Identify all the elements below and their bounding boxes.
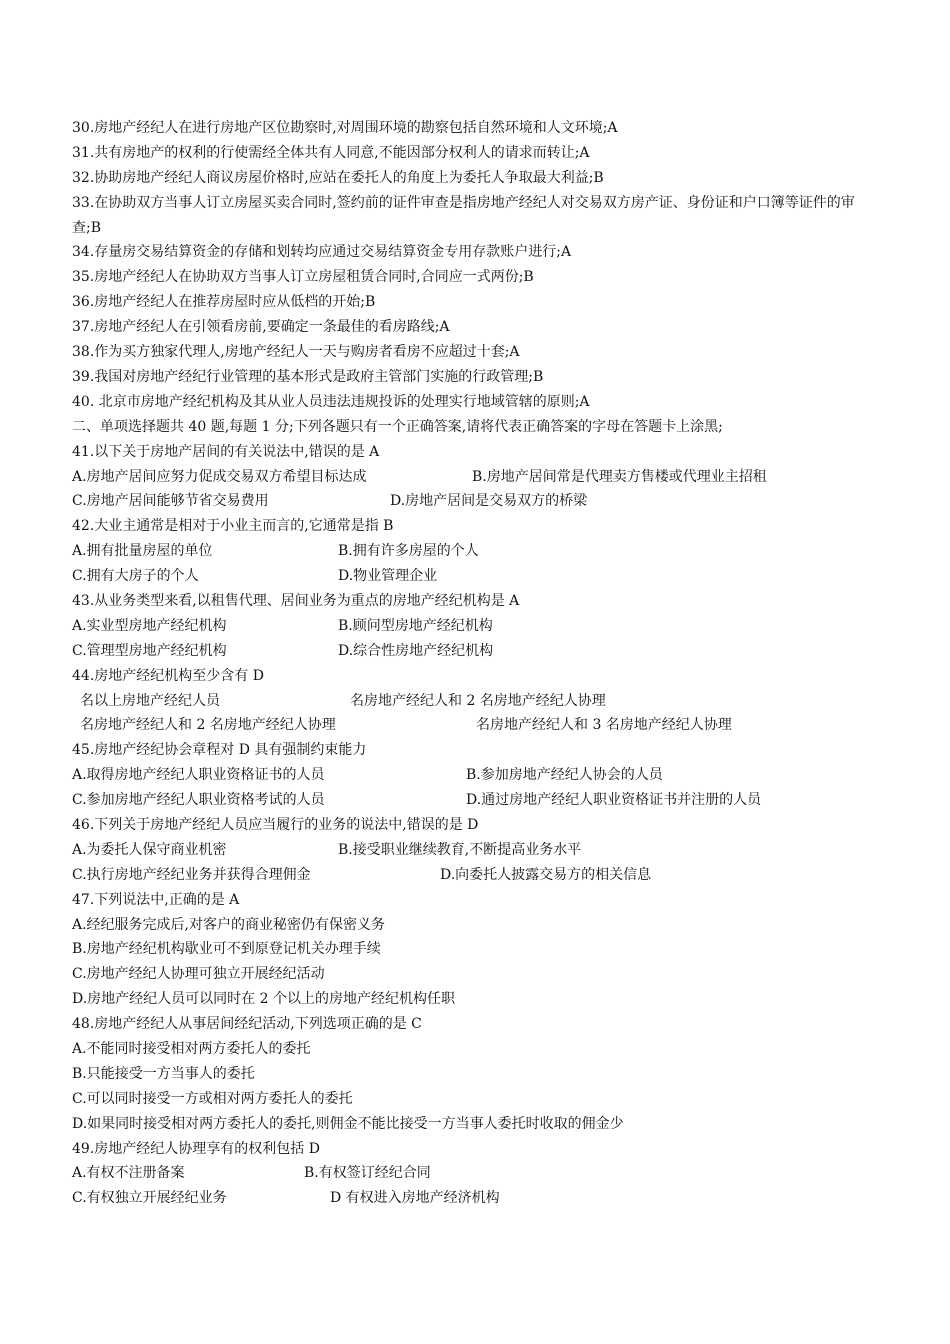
question-stem: 41.以下关于房地产居间的有关说法中,错误的是 A bbox=[72, 443, 380, 460]
option-b: B.只能接受一方当事人的委托 bbox=[72, 1065, 255, 1082]
question-42 bbox=[72, 514, 882, 589]
question-43 bbox=[72, 589, 882, 664]
question-stem: 47.下列说法中,正确的是 A bbox=[72, 891, 240, 908]
option-row bbox=[72, 763, 882, 788]
judgement-section bbox=[72, 116, 882, 415]
option-a: A.为委托人保守商业机密 bbox=[72, 841, 227, 858]
option-d: D.综合性房地产经纪机构 bbox=[338, 642, 494, 659]
option-row bbox=[72, 614, 882, 639]
option-row bbox=[72, 539, 882, 564]
judgement-item-31: 31.共有房地产的权利的行使需经全体共有人同意,不能因部分权利人的请求而转让;A bbox=[72, 144, 590, 161]
option-a: A.房地产居间应努力促成交易双方希望目标达成 bbox=[72, 468, 367, 485]
option-c: C.参加房地产经纪人职业资格考试的人员 bbox=[72, 792, 325, 809]
question-stem: 44.房地产经纪机构至少含有 D bbox=[72, 667, 264, 684]
option-d: D.物业管理企业 bbox=[338, 568, 438, 585]
option-c: C.拥有大房子的个人 bbox=[72, 568, 199, 585]
option-b: 名房地产经纪人和 2 名房地产经纪人协理 bbox=[350, 692, 606, 709]
question-stem: 46.下列关于房地产经纪人员应当履行的业务的说法中,错误的是 D bbox=[72, 816, 479, 833]
option-c: C.房地产经纪人协理可独立开展经纪活动 bbox=[72, 966, 325, 983]
option-row bbox=[72, 489, 882, 514]
document-page bbox=[72, 116, 882, 1211]
option-d: D.房地产经纪人员可以同时在 2 个以上的房地产经纪机构任职 bbox=[72, 991, 455, 1008]
option-c: C.执行房地产经纪业务并获得合理佣金 bbox=[72, 866, 311, 883]
question-49 bbox=[72, 1137, 882, 1212]
question-stem: 45.房地产经纪协会章程对 D 具有强制约束能力 bbox=[72, 742, 367, 759]
question-41 bbox=[72, 440, 882, 515]
option-b: B.有权签订经纪合同 bbox=[304, 1165, 431, 1182]
judgement-item-36: 36.房地产经纪人在推荐房屋时应从低档的开始;B bbox=[72, 294, 376, 311]
judgement-item-33: 33.在协助双方当事人订立房屋买卖合同时,签约前的证件审查是指房地产经纪人对交易双方房产证、身份证和户口簿等证件的审查;B bbox=[72, 194, 855, 236]
option-d: D.房地产居间是交易双方的桥梁 bbox=[390, 493, 588, 510]
question-stem: 43.从业务类型来看,以租售代理、居间业务为重点的房地产经纪机构是 A bbox=[72, 592, 520, 609]
option-b: B.接受职业继续教育,不断提高业务水平 bbox=[338, 841, 582, 858]
option-row bbox=[72, 713, 882, 738]
option-b: B.参加房地产经纪人协会的人员 bbox=[466, 767, 663, 784]
option-c: C.房地产居间能够节省交易费用 bbox=[72, 493, 269, 510]
option-a: A.拥有批量房屋的单位 bbox=[72, 543, 213, 560]
judgement-item-37: 37.房地产经纪人在引领看房前,要确定一条最佳的看房路线;A bbox=[72, 319, 450, 336]
option-d: D.通过房地产经纪人职业资格证书并注册的人员 bbox=[466, 792, 762, 809]
option-a: A.经纪服务完成后,对客户的商业秘密仍有保密义务 bbox=[72, 916, 386, 933]
judgement-item-32: 32.协助房地产经纪人商议房屋价格时,应站在委托人的角度上为委托人争取最大利益;B bbox=[72, 169, 604, 186]
judgement-item-34: 34.存量房交易结算资金的存储和划转均应通过交易结算资金专用存款账户进行;A bbox=[72, 244, 572, 261]
option-a: 名以上房地产经纪人员 bbox=[80, 692, 220, 709]
option-row bbox=[72, 788, 882, 813]
question-45 bbox=[72, 738, 882, 813]
question-48 bbox=[72, 1012, 882, 1136]
option-row bbox=[72, 639, 882, 664]
option-row bbox=[72, 838, 882, 863]
option-c: 名房地产经纪人和 2 名房地产经纪人协理 bbox=[80, 717, 336, 734]
option-b: B.拥有许多房屋的个人 bbox=[338, 543, 479, 560]
question-46 bbox=[72, 813, 882, 888]
option-d: D.向委托人披露交易方的相关信息 bbox=[440, 866, 652, 883]
option-row bbox=[72, 465, 882, 490]
option-d: D.如果同时接受相对两方委托人的委托,则佣金不能比接受一方当事人委托时收取的佣金少 bbox=[72, 1115, 624, 1132]
question-44 bbox=[72, 664, 882, 739]
judgement-item-39: 39.我国对房地产经纪行业管理的基本形式是政府主管部门实施的行政管理;B bbox=[72, 368, 544, 385]
question-47 bbox=[72, 888, 882, 1012]
question-stem: 49.房地产经纪人协理享有的权利包括 D bbox=[72, 1140, 320, 1157]
judgement-item-38: 38.作为买方独家代理人,房地产经纪人一天与购房者看房不应超过十套;A bbox=[72, 344, 520, 361]
option-a: A.有权不注册备案 bbox=[72, 1165, 185, 1182]
option-c: C.有权独立开展经纪业务 bbox=[72, 1190, 227, 1207]
option-row bbox=[72, 564, 882, 589]
option-row bbox=[72, 1186, 882, 1211]
option-b: B.房地产居间常是代理卖方售楼或代理业主招租 bbox=[472, 468, 767, 485]
option-row bbox=[72, 863, 882, 888]
option-a: A.实业型房地产经纪机构 bbox=[72, 617, 227, 634]
section-heading: 二、单项选择题共 40 题,每题 1 分;下列各题只有一个正确答案,请将代表正确答案的字母在答题卡上涂黑; bbox=[72, 418, 723, 435]
option-b: B.房地产经纪机构歇业可不到原登记机关办理手续 bbox=[72, 941, 381, 958]
question-stem: 48.房地产经纪人从事居间经纪活动,下列选项正确的是 C bbox=[72, 1016, 422, 1033]
option-d: D 有权进入房地产经济机构 bbox=[330, 1190, 500, 1207]
question-stem: 42.大业主通常是相对于小业主而言的,它通常是指 B bbox=[72, 518, 394, 535]
option-row bbox=[72, 689, 882, 714]
option-d: 名房地产经纪人和 3 名房地产经纪人协理 bbox=[476, 717, 732, 734]
option-a: A.不能同时接受相对两方委托人的委托 bbox=[72, 1040, 311, 1057]
judgement-item-40: 40. 北京市房地产经纪机构及其从业人员违法违规投诉的处理实行地域管辖的原则;A bbox=[72, 393, 590, 410]
option-row bbox=[72, 1161, 882, 1186]
judgement-item-35: 35.房地产经纪人在协助双方当事人订立房屋租赁合同时,合同应一式两份;B bbox=[72, 269, 534, 286]
option-c: C.管理型房地产经纪机构 bbox=[72, 642, 227, 659]
judgement-item-30: 30.房地产经纪人在进行房地产区位勘察时,对周围环境的勘察包括自然环境和人文环境;A bbox=[72, 120, 618, 136]
option-a: A.取得房地产经纪人职业资格证书的人员 bbox=[72, 767, 325, 784]
option-c: C.可以同时接受一方或相对两方委托人的委托 bbox=[72, 1090, 353, 1107]
option-b: B.顾问型房地产经纪机构 bbox=[338, 617, 493, 634]
